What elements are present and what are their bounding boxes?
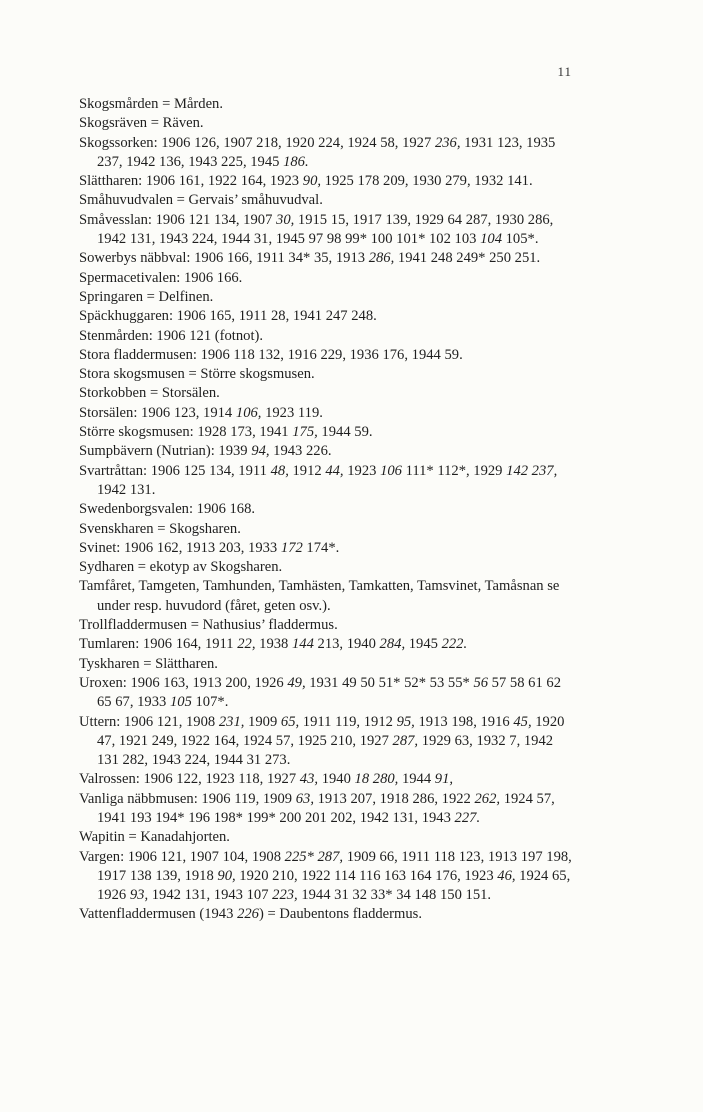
- italic-page-ref: 231,: [218, 713, 245, 730]
- italic-page-ref: 227.: [454, 809, 481, 826]
- index-entry: [79, 558, 574, 577]
- index-entry: [79, 346, 574, 365]
- index-entry: [79, 191, 574, 210]
- entry-text: 1931 123, 1935 237, 1942 136, 1943 225, 1945: [97, 134, 556, 170]
- italic-page-ref: 222.: [441, 636, 468, 653]
- entry-text: 1945: [405, 636, 442, 653]
- entry-text: Vargen: 1906 121, 1907 104, 1908: [79, 848, 285, 865]
- italic-page-ref: 91,: [434, 771, 454, 788]
- entry-text: Swedenborgsvalen: 1906 168.: [79, 501, 256, 518]
- italic-page-ref: 106,: [235, 404, 262, 421]
- index-entry: [79, 384, 574, 403]
- entry-text: Skogsmården = Mården.: [79, 96, 224, 112]
- index-entry: [79, 462, 574, 501]
- italic-page-ref: 287,: [392, 732, 419, 749]
- entry-text: 107*.: [191, 694, 229, 711]
- index-entry: [79, 848, 574, 906]
- index-list: [79, 95, 574, 925]
- italic-page-ref: 236,: [434, 134, 461, 151]
- index-entry: [79, 635, 574, 654]
- index-entry: [79, 616, 574, 635]
- italic-page-ref: 22,: [237, 636, 256, 653]
- index-entry: [79, 423, 574, 442]
- entry-text: Storsälen: 1906 123, 1914: [79, 404, 236, 421]
- entry-text: 213, 1940: [313, 636, 380, 653]
- italic-page-ref: 56: [473, 674, 489, 691]
- italic-page-ref: 186.: [283, 153, 309, 170]
- entry-text: 1913 207, 1918 286, 1922: [313, 790, 475, 807]
- entry-text: 1931 49 50 51* 52* 53 55*: [305, 674, 474, 691]
- index-entry: [79, 770, 574, 789]
- italic-page-ref: 286,: [368, 250, 395, 267]
- italic-page-ref: 90,: [217, 867, 236, 884]
- entry-text: Uroxen: 1906 163, 1913 200, 1926: [79, 674, 288, 691]
- entry-text: Småhuvudvalen = Gervais’ småhuvudval.: [79, 192, 323, 209]
- index-entry: [79, 790, 574, 829]
- entry-text: Svenskharen = Skogsharen.: [79, 520, 241, 537]
- italic-page-ref: 262,: [474, 790, 501, 807]
- entry-text: Vattenfladdermusen (1943: [79, 906, 238, 923]
- entry-text: Trollfladdermusen = Nathusius’ fladdermus.: [79, 617, 338, 634]
- index-entry: [79, 95, 574, 114]
- index-entry: [79, 365, 574, 384]
- entry-text: 1942 131, 1943 107: [148, 887, 273, 904]
- entry-text: 1925 178 209, 1930 279, 1932 141.: [321, 173, 533, 190]
- italic-page-ref: 95,: [396, 713, 415, 730]
- italic-page-ref: 48,: [270, 462, 289, 479]
- index-entry: [79, 500, 574, 519]
- page-number: 11: [557, 64, 572, 79]
- entry-text: 57 58 61 62 65 67, 1933: [97, 674, 561, 711]
- entry-text: Späckhuggaren: 1906 165, 1911 28, 1941 247 248.: [79, 308, 377, 325]
- index-entry: [79, 172, 574, 191]
- entry-text: Sowerbys näbbval: 1906 166, 1911 34* 35, 1913: [79, 250, 369, 267]
- entry-text: 1912: [288, 462, 326, 479]
- italic-page-ref: 93,: [129, 887, 149, 904]
- entry-text: Spermacetivalen: 1906 166.: [79, 269, 243, 286]
- italic-page-ref: 223,: [272, 887, 298, 904]
- entry-text: 1924 57, 1941 193 194* 196 198* 199* 200 201 202, 1942 131, 1943: [97, 790, 555, 826]
- index-entry: [79, 211, 574, 250]
- index-entry: [79, 249, 574, 268]
- italic-page-ref: 106: [380, 462, 402, 479]
- index-entry: [79, 828, 574, 847]
- entry-text: Storkobben = Storsälen.: [79, 385, 220, 402]
- index-entry: [79, 327, 574, 346]
- entry-text: 1911 119, 1912: [299, 713, 397, 730]
- index-entry: [79, 442, 574, 461]
- entry-text: 1923: [343, 462, 381, 479]
- index-entry: [79, 655, 574, 674]
- entry-text: 1942 131.: [97, 481, 156, 498]
- italic-page-ref: 142 237,: [506, 462, 558, 479]
- entry-text: Svinet: 1906 162, 1913 203, 1933: [79, 539, 281, 556]
- italic-page-ref: 63,: [295, 790, 314, 807]
- entry-text: 1938: [255, 636, 292, 653]
- entry-text: 1929 63, 1932 7, 1942 131 282, 1943 224, 1944 31 273.: [97, 732, 554, 769]
- index-entry: [79, 577, 574, 616]
- entry-text: 1924 65, 1926: [97, 867, 571, 904]
- index-entry: [79, 713, 574, 771]
- entry-text: 1940: [318, 771, 355, 788]
- entry-text: Valrossen: 1906 122, 1923 118, 1927: [79, 771, 300, 788]
- entry-text: Stora fladdermusen: 1906 118 132, 1916 229, 1936 176, 1944 59.: [79, 346, 463, 363]
- entry-text: Småvesslan: 1906 121 134, 1907: [79, 211, 277, 228]
- entry-text: Tyskharen = Slättharen.: [79, 655, 218, 672]
- entry-text: Stenmården: 1906 121 (fotnot).: [79, 327, 264, 344]
- index-entry: [79, 269, 574, 288]
- entry-text: 1944: [398, 771, 435, 788]
- italic-page-ref: 94,: [251, 443, 270, 460]
- italic-page-ref: 225*: [284, 848, 314, 865]
- italic-page-ref: 49,: [287, 674, 306, 691]
- entry-text: ) = Daubentons fladdermus.: [258, 906, 422, 923]
- italic-page-ref: 144: [291, 636, 314, 653]
- entry-text: Sumpbävern (Nutrian): 1939: [79, 443, 252, 460]
- entry-text: 1915 15, 1917 139, 1929 64 287, 1930 286, 1942 131, 1943 224, 1944 31, 1945 97 98 99* 100 101* 102 103: [97, 211, 554, 248]
- index-entry: [79, 134, 574, 173]
- entry-text: 1923 119.: [261, 404, 323, 421]
- entry-text: Större skogsmusen: 1928 173, 1941: [79, 424, 293, 441]
- index-entry: [79, 307, 574, 326]
- italic-page-ref: 105: [169, 694, 192, 711]
- italic-page-ref: 46,: [497, 867, 516, 884]
- entry-text: 174*.: [302, 539, 340, 556]
- entry-text: 1913 198, 1916: [414, 713, 514, 730]
- italic-page-ref: 287,: [317, 848, 344, 865]
- entry-text: Uttern: 1906 121, 1908: [79, 713, 219, 730]
- italic-page-ref: 18 280,: [354, 771, 399, 788]
- italic-page-ref: 65,: [280, 713, 300, 730]
- entry-text: Tumlaren: 1906 164, 1911: [79, 636, 238, 653]
- entry-text: Skogsräven = Räven.: [79, 115, 204, 132]
- index-entry: [79, 404, 574, 423]
- italic-page-ref: 90,: [302, 173, 322, 190]
- index-entry: [79, 674, 574, 713]
- entry-text: 1944 59.: [317, 424, 373, 441]
- entry-text: 1944 31 32 33* 34 148 150 151.: [297, 887, 492, 904]
- index-entry: [79, 114, 574, 133]
- index-entry: [79, 520, 574, 539]
- italic-page-ref: 172: [280, 539, 303, 556]
- entry-text: 111* 112*, 1929: [401, 462, 507, 479]
- entry-text: 1920 210, 1922 114 116 163 164 176, 1923: [235, 867, 498, 884]
- entry-text: Stora skogsmusen = Större skogsmusen.: [79, 366, 315, 383]
- entry-text: Slättharen: 1906 161, 1922 164, 1923: [79, 173, 303, 190]
- italic-page-ref: 284,: [379, 636, 406, 653]
- italic-page-ref: 45,: [513, 713, 532, 730]
- italic-page-ref: 44,: [325, 462, 344, 479]
- italic-page-ref: 104: [480, 231, 502, 248]
- italic-page-ref: 43,: [299, 771, 319, 788]
- entry-text: 1909: [244, 713, 281, 730]
- entry-text: 1920 47, 1921 249, 1922 164, 1924 57, 1925 210, 1927: [97, 713, 565, 749]
- entry-text: 1941 248 249* 250 251.: [394, 250, 541, 267]
- entry-text: Svartråttan: 1906 125 134, 1911: [79, 462, 271, 479]
- italic-page-ref: 30,: [276, 211, 295, 228]
- entry-text: Vanliga näbbmusen: 1906 119, 1909: [79, 790, 296, 807]
- entry-text: 1943 226.: [269, 443, 332, 460]
- index-entry: [79, 905, 574, 924]
- entry-text: Skogssorken: 1906 126, 1907 218, 1920 224, 1924 58, 1927: [79, 134, 435, 151]
- entry-text: Wapitin = Kanadahjorten.: [79, 829, 230, 846]
- entry-text: 1909 66, 1911 118 123, 1913 197 198, 1917 138 139, 1918: [97, 848, 572, 884]
- index-entry: [79, 288, 574, 307]
- entry-text: 105*.: [501, 231, 539, 248]
- index-entry: [79, 539, 574, 558]
- italic-page-ref: 226: [237, 906, 259, 923]
- entry-text: Springaren = Delfinen.: [79, 288, 214, 305]
- italic-page-ref: 175,: [292, 424, 318, 441]
- entry-text: Tamfåret, Tamgeten, Tamhunden, Tamhästen, Tamkatten, Tamsvinet, Tamåsnan se under resp. huvudord (fåret, geten osv.).: [79, 578, 560, 614]
- entry-text: Sydharen = ekotyp av Skogsharen.: [79, 559, 283, 576]
